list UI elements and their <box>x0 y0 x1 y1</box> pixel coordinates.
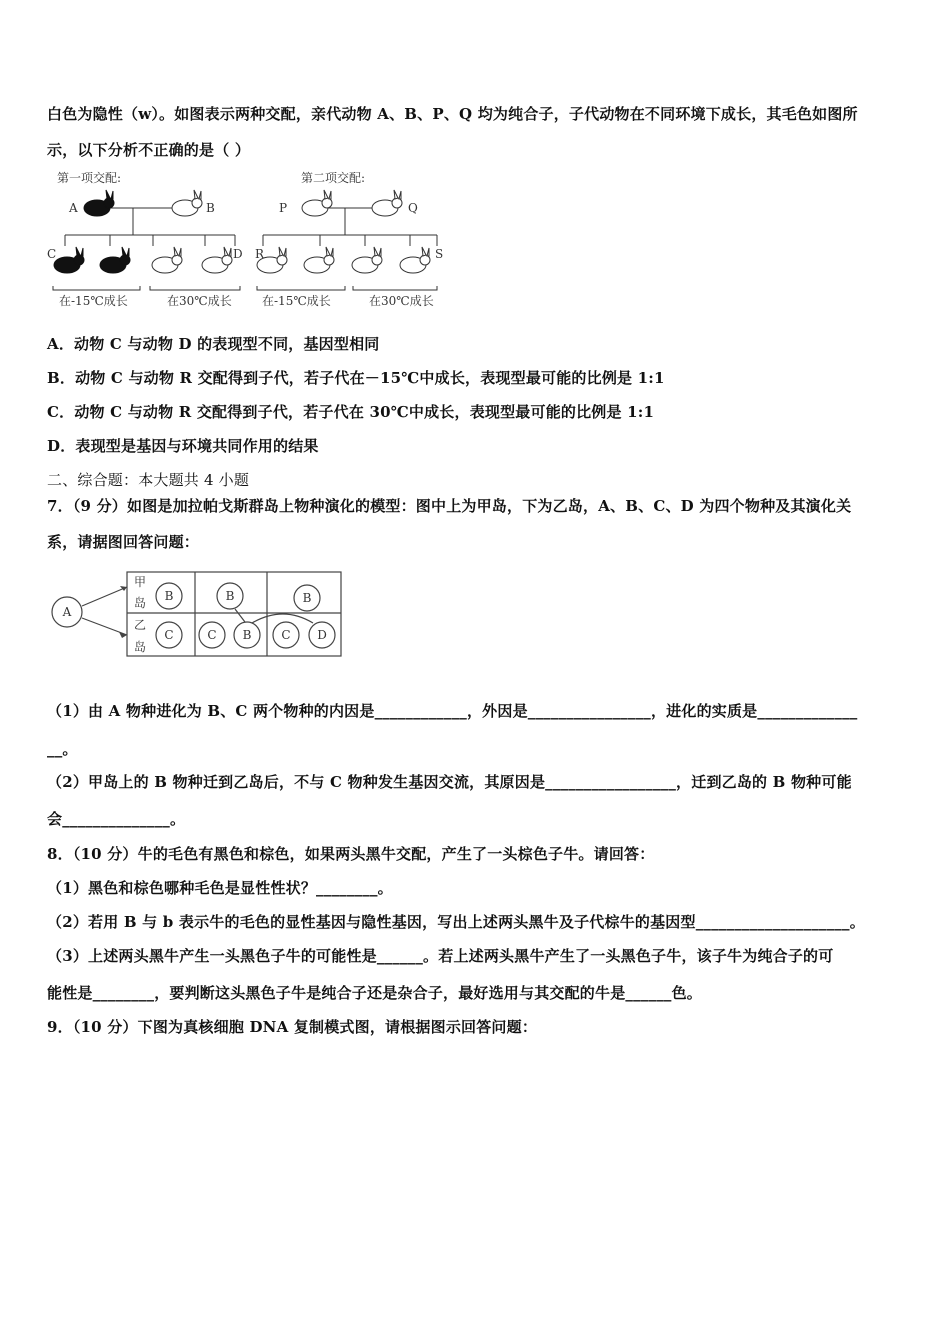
white-rabbit-p-icon <box>302 190 332 216</box>
q7-stem-line2: 系，请据图回答问题： <box>47 533 200 551</box>
q8-sub3-line1: （3）上述两头黑牛产生一头黑色子牛的可能性是______。若上述两头黑牛产生了一头黑色子牛，该子牛为纯合子的可 <box>47 947 834 965</box>
island-top-1: 甲 <box>133 575 147 589</box>
q7-sub1-line2: __。 <box>47 740 78 758</box>
species-a: A <box>62 605 72 619</box>
q6-option-c: C．动物 C 与动物 R 交配得到子代，若子代在 30℃中成长，表现型最可能的比例是 1:1 <box>47 403 655 421</box>
species-b-bottom2: B <box>242 628 252 642</box>
env-cold-1: 在-15℃成长 <box>59 294 128 308</box>
island-species-figure <box>45 565 350 662</box>
white-rabbit-icon <box>152 247 182 273</box>
q6-stem-line1: 白色为隐性（w）。如图表示两种交配，亲代动物 A、B、P、Q 均为纯合子，子代动物在不同环境下成长，其毛色如图所 <box>47 105 858 123</box>
q8-stem: 8．（10 分）牛的毛色有黑色和棕色，如果两头黑牛交配，产生了一头棕色子牛。请回答： <box>47 845 655 863</box>
island-bottom-2: 岛 <box>133 640 147 654</box>
white-rabbit-s-icon <box>400 247 430 273</box>
white-rabbit-icon <box>304 247 334 273</box>
q6-option-d: D．表现型是基因与环境共同作用的结果 <box>47 437 319 455</box>
label-c: C <box>47 247 57 261</box>
q8-sub2: （2）若用 B 与 b 表示牛的毛色的显性基因与隐性基因，写出上述两头黑牛及子代棕牛的基因型____________________。 <box>47 913 865 931</box>
q7-sub1-line1: （1）由 A 物种进化为 B、C 两个物种的内因是____________，外因是________________，进化的实质是_____________ <box>47 702 858 720</box>
env-warm-1: 在30℃成长 <box>167 294 232 308</box>
species-b-top1: B <box>164 589 174 603</box>
species-c-bottom1: C <box>164 628 174 642</box>
section2-heading: 二、综合题：本大题共 4 小题 <box>47 471 250 489</box>
species-b-top2: B <box>225 589 235 603</box>
island-bottom-1: 乙 <box>133 618 147 632</box>
white-rabbit-d-icon <box>202 247 232 273</box>
species-b-top3: B <box>302 591 312 605</box>
cross1-title: 第一项交配: <box>57 171 122 185</box>
white-rabbit-b-icon <box>172 190 202 216</box>
q7-sub2-line1: （2）甲岛上的 B 物种迁到乙岛后，不与 C 物种发生基因交流，其原因是_________________，迁到乙岛的 B 物种可能 <box>47 773 852 791</box>
label-r: R <box>255 247 265 261</box>
white-rabbit-q-icon <box>372 190 402 216</box>
label-s: S <box>435 247 444 261</box>
q9-stem: 9．（10 分）下图为真核细胞 DNA 复制模式图，请根据图示回答问题： <box>47 1018 538 1036</box>
q6-option-a: A．动物 C 与动物 D 的表现型不同，基因型相同 <box>47 335 380 353</box>
species-c-bottom2: C <box>207 628 217 642</box>
label-a: A <box>69 201 78 215</box>
cross2-title: 第二项交配: <box>301 171 366 185</box>
species-d-bottom3: D <box>317 628 327 642</box>
rabbit-cross-figure <box>45 168 445 313</box>
label-b: B <box>206 201 215 215</box>
q8-sub3-line2: 能性是________，要判断这头黑色子牛是纯合子还是杂合子，最好选用与其交配的牛是______色。 <box>47 984 703 1002</box>
label-p: P <box>279 201 288 215</box>
label-d: D <box>233 247 243 261</box>
black-rabbit-a-icon <box>84 190 114 216</box>
label-q: Q <box>408 201 418 215</box>
env-warm-2: 在30℃成长 <box>369 294 434 308</box>
island-top-2: 岛 <box>133 596 147 610</box>
black-rabbit-icon <box>100 247 130 273</box>
q6-option-b: B．动物 C 与动物 R 交配得到子代，若子代在－15℃中成长，表现型最可能的比例是 1:1 <box>47 369 665 387</box>
env-cold-2: 在-15℃成长 <box>262 294 331 308</box>
q7-sub2-line2: 会______________。 <box>47 810 186 828</box>
q6-stem-line2: 示，以下分析不正确的是（ ） <box>47 141 251 159</box>
species-c-bottom3: C <box>281 628 291 642</box>
black-rabbit-c-icon <box>54 247 84 273</box>
q8-sub1: （1）黑色和棕色哪种毛色是显性性状？________。 <box>47 879 393 897</box>
white-rabbit-icon <box>352 247 382 273</box>
q7-stem-line1: 7．（9 分）如图是加拉帕戈斯群岛上物种演化的模型：图中上为甲岛，下为乙岛，A、B、C、D 为四个物种及其演化关 <box>47 497 852 515</box>
